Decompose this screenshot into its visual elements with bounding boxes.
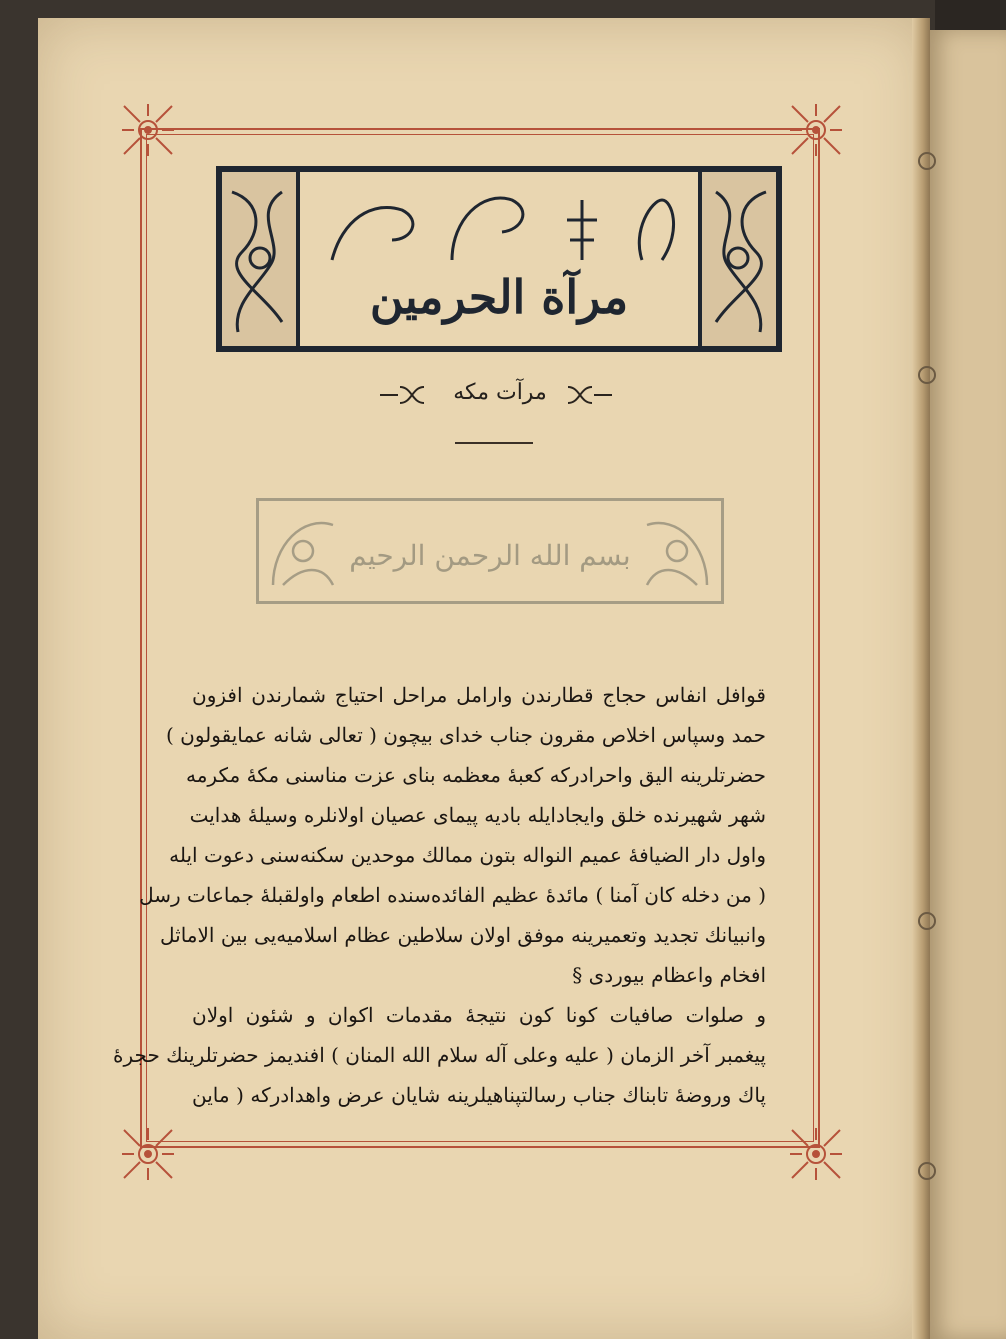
title-floral-ornament-icon bbox=[312, 180, 686, 270]
binding-stitch bbox=[918, 1162, 936, 1180]
text-line: پيغمبر آخر الزمان ( عليه وعلى آله سلام الله المنان ) افنديمز حضرتلرينك حجرهٔ bbox=[113, 1043, 766, 1067]
book-gutter bbox=[912, 18, 930, 1339]
text-line: حمد وسپاس اخلاص مقرون جناب خداى بيچون ( تعالى شانه عمايقولون ) bbox=[165, 723, 766, 747]
corner-ornament-icon bbox=[786, 100, 846, 160]
text-line: وانبيانك تجديد وتعميرينه موفق اولان سلاطين عظام اسلاميه‌يى بين الاماثل bbox=[160, 923, 766, 947]
basmala-text: بسم الله الرحمن الرحيم bbox=[349, 539, 631, 572]
text-line: قوافل انفاس حجاج قطارندن وارامل مراحل احتياج شمارندن افزون bbox=[192, 683, 766, 707]
arabesque-ornament-icon bbox=[700, 172, 776, 346]
text-line: پاك وروضهٔ تابناك جناب رسالتپناهيلرينه شايان عرض واهدادركه ( ماين bbox=[192, 1083, 766, 1107]
book-cover-edge bbox=[935, 0, 1000, 30]
facing-page-edge bbox=[926, 30, 1006, 1339]
arabesque-ornament-icon bbox=[263, 505, 343, 597]
arabesque-ornament-icon bbox=[222, 172, 298, 346]
text-line: شهر شهيرنده خلق وايجادايله باديه پيماى عصيان اولانلره وسيلهٔ هدايت bbox=[189, 803, 766, 827]
book-title: مرآة الحرمين bbox=[369, 270, 629, 324]
corner-ornament-icon bbox=[786, 1124, 846, 1184]
corner-ornament-icon bbox=[118, 1124, 178, 1184]
binding-stitch bbox=[918, 366, 936, 384]
text-line: و صلوات صافيات كونا كون نتيجهٔ مقدمات اكوان و شئون اولان bbox=[192, 1003, 766, 1027]
title-cartouche bbox=[216, 166, 782, 352]
right-flourish-icon bbox=[560, 382, 614, 408]
divider-rule bbox=[455, 442, 533, 444]
text-line: واول دار الضيافهٔ عميم النواله بتون ممالك موحدين سكنه‌سنى دعوت ايله bbox=[169, 843, 766, 867]
binding-stitch bbox=[918, 152, 936, 170]
section-subtitle: مرآت مكه bbox=[453, 380, 547, 405]
corner-ornament-icon bbox=[118, 100, 178, 160]
binding-stitch bbox=[918, 912, 936, 930]
arabesque-ornament-icon bbox=[637, 505, 717, 597]
text-line: حضرتلرينه اليق واحرادركه كعبهٔ معظمه بناى عزت مناسنى مكهٔ مكرمه bbox=[186, 763, 766, 787]
body-text bbox=[113, 675, 766, 1115]
basmala-panel bbox=[256, 498, 724, 604]
text-line: افخام واعظام بيوردى § bbox=[572, 963, 766, 987]
text-line: ( من دخله كان آمنا ) مائدهٔ عظيم الفائده‌سنده اطعام واولقبلهٔ جماعات رسل bbox=[139, 883, 766, 907]
